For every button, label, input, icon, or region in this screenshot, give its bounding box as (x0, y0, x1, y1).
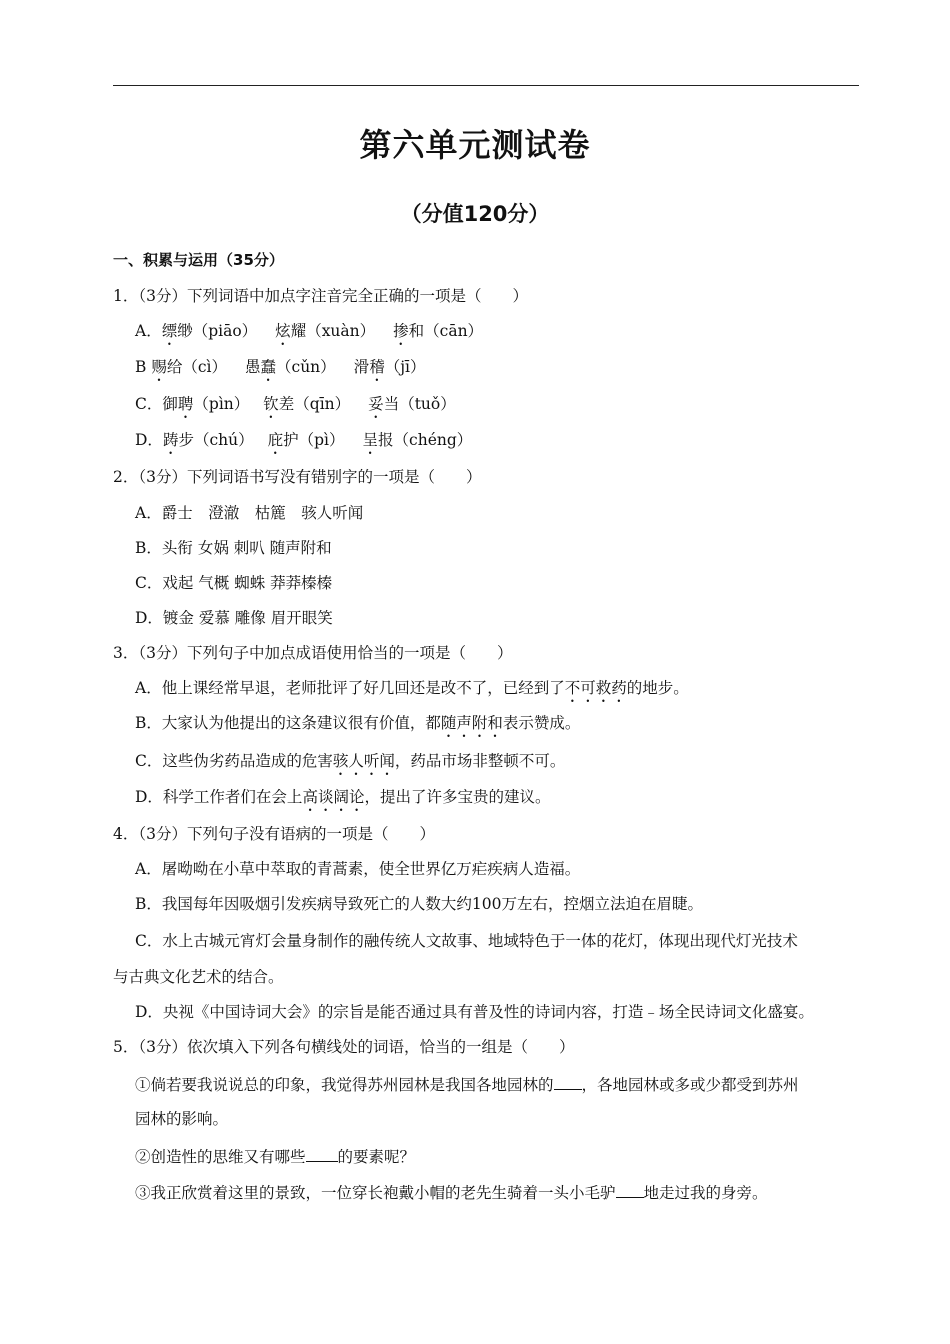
header-rule (113, 85, 859, 86)
question-5-sentence-3: ③我正欣赏着这里的景致，一位穿长袍戴小帽的老先生骑着一头小毛驴 地走过我的身旁。 (135, 1181, 768, 1203)
score-subtitle: （分值120分） (400, 202, 550, 226)
question-2-option-d: D．镀金 爱慕 雕像 眉开眼笑 (135, 609, 333, 627)
question-2-option-b: B．头衔 女娲 刺叭 随声附和 (135, 539, 332, 557)
question-1-option-c: C．御聘（pìn） 钦差（qīn） 妥当（tuǒ） (135, 395, 456, 413)
question-4-option-c-line1: C．水上古城元宵灯会量身制作的融传统人文故事、地域特色于一体的花灯，体现出现代灯光技术 (135, 932, 798, 950)
question-5-stem: 5．（3分）依次填入下列各句横线处的词语，恰当的一组是（ ） (113, 1038, 575, 1056)
question-1-option-a: A．缥缈（piāo） 炫耀（xuàn） 掺和（cān） (135, 322, 484, 340)
answer-blank-3[interactable] (616, 1181, 644, 1198)
question-5-sentence-2: ②创造性的思维又有哪些 的要素呢？ (135, 1145, 415, 1167)
question-3-option-c: C．这些伪劣药品造成的危害骇人听闻，药品市场非整顿不可。 (135, 752, 566, 770)
question-3-option-d: D．科学工作者们在会上高谈阔论，提出了许多宝贵的建议。 (135, 788, 551, 806)
question-2-option-c: C．戏起 气概 蜘蛛 莽莽榛榛 (135, 574, 333, 592)
page-title: 第六单元测试卷 (359, 126, 591, 164)
section-heading: 一、积累与运用（35分） (113, 251, 284, 269)
question-5-sentence-1: ①倘若要我说说总的印象，我觉得苏州园林是我国各地园林的 ，各地园林或多或少都受到苏州 (135, 1073, 799, 1095)
question-4-option-a: A．屠呦呦在小草中萃取的青蒿素，使全世界亿万疟疾病人造福。 (135, 860, 581, 878)
question-3-stem: 3．（3分）下列句子中加点成语使用恰当的一项是（ ） (113, 644, 513, 662)
question-2-stem: 2．（3分）下列词语书写没有错别字的一项是（ ） (113, 468, 482, 486)
question-1-option-b: B 赐给（cì） 愚蠢（cǔn） 滑稽（jī） (135, 358, 426, 376)
question-4-stem: 4．（3分）下列句子没有语病的一项是（ ） (113, 825, 435, 843)
answer-blank-1[interactable] (554, 1073, 582, 1090)
question-3-option-b: B．大家认为他提出的这条建议很有价值，都随声附和表示赞成。 (135, 714, 581, 732)
question-2-option-a: A．爵士 澄澈 枯簏 骇人听闻 (135, 504, 364, 522)
answer-blank-2[interactable] (306, 1145, 338, 1162)
question-1-option-d: D．踌步（chú） 庇护（pì） 呈报（chéng） (135, 431, 473, 449)
question-4-option-c-line2: 与古典文化艺术的结合。 (113, 968, 284, 986)
question-5-sentence-1-cont: 园林的影响。 (135, 1110, 229, 1128)
question-3-option-a: A．他上课经常早退，老师批评了好几回还是改不了，已经到了不可救药的地步。 (135, 679, 689, 697)
question-1-stem: 1．（3分）下列词语中加点字注音完全正确的一项是（ ） (113, 287, 528, 305)
question-4-option-b: B．我国每年因吸烟引发疾病导致死亡的人数大约100万左右，控烟立法迫在眉睫。 (135, 895, 703, 913)
question-4-option-d: D．央视《中国诗词大会》的宗旨是能否通过具有普及性的诗词内容，打造﹣场全民诗词文化盛宴。 (135, 1003, 814, 1021)
